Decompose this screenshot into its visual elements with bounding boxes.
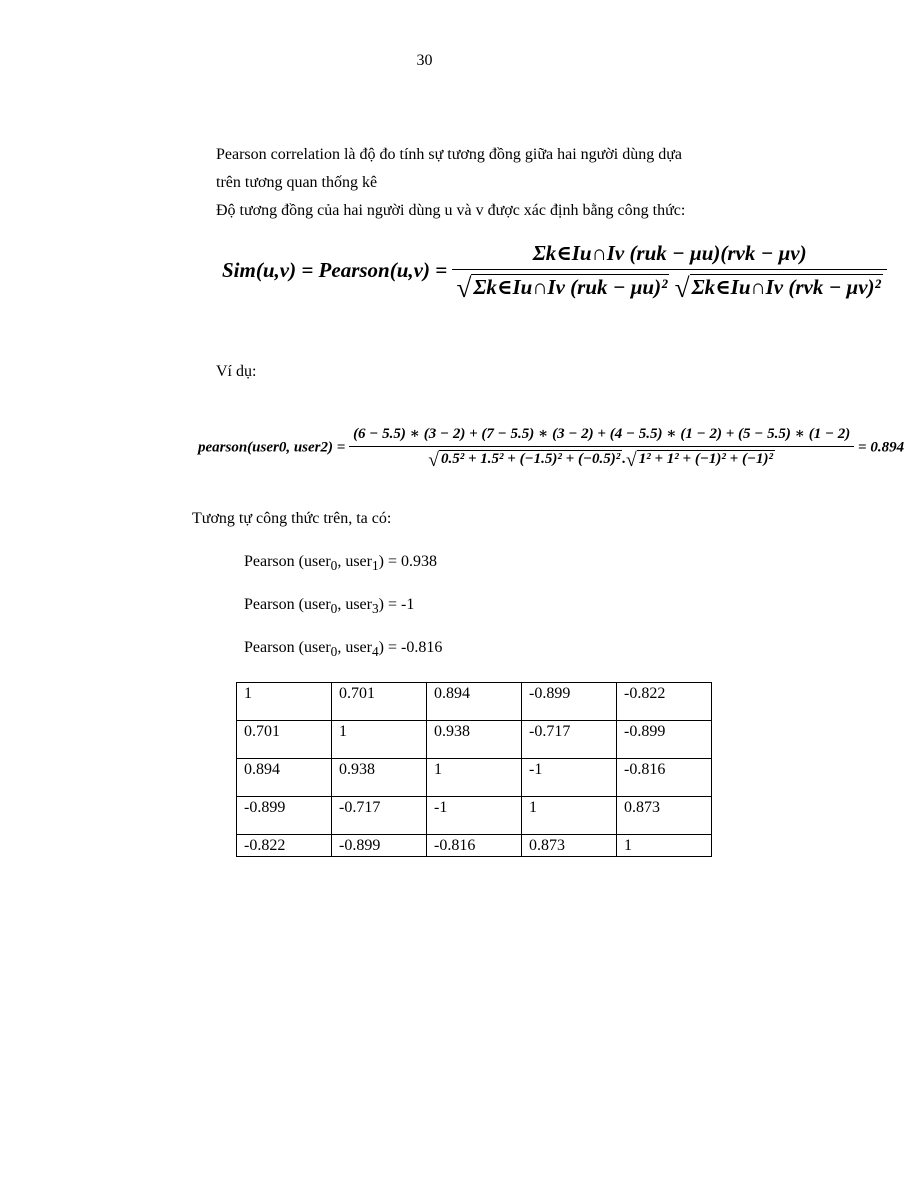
formula-numerator: Σk∈Iu∩Iv (ruk − μu)(rvk − μv) xyxy=(532,241,807,265)
example-lhs: pearson(user0, user2) = xyxy=(198,439,346,456)
table-cell: 0.701 xyxy=(237,721,332,759)
result-line: Pearson (user$_0$, user$_4$) = -0.816 xyxy=(244,639,443,660)
table-cell: 0.938 xyxy=(332,759,427,797)
table-cell: -0.899 xyxy=(332,835,427,857)
example-label: Ví dụ: xyxy=(216,363,257,380)
table-cell: 1 xyxy=(617,835,712,857)
example-formula xyxy=(198,424,904,472)
pearson-formula xyxy=(222,240,887,304)
similar-intro: Tương tự công thức trên, ta có: xyxy=(192,510,392,527)
example-denominator-left: 0.5² + 1.5² + (−1.5)² + (−0.5)² xyxy=(441,451,621,467)
table-cell: -1 xyxy=(522,759,617,797)
table-cell: 0.894 xyxy=(427,683,522,721)
table-cell: 0.894 xyxy=(237,759,332,797)
formula-denominator xyxy=(452,269,886,304)
formula-denominator-right: Σk∈Iu∩Iv (rvk − μv)² xyxy=(691,275,881,299)
formula-sqrt-left: √Σk∈Iu∩Iv (ruk − μu)² xyxy=(456,273,668,303)
table-cell: -0.822 xyxy=(617,683,712,721)
table-row xyxy=(237,759,712,797)
table-cell: 1 xyxy=(332,721,427,759)
formula-fraction xyxy=(452,240,886,304)
example-fraction xyxy=(349,424,854,472)
table-cell: 1 xyxy=(522,797,617,835)
formula-sqrt-right: √Σk∈Iu∩Iv (rvk − μv)² xyxy=(674,273,881,303)
table-row xyxy=(237,797,712,835)
table-cell: 1 xyxy=(237,683,332,721)
table-row xyxy=(237,721,712,759)
table-cell: -0.816 xyxy=(427,835,522,857)
table-cell: -0.899 xyxy=(522,683,617,721)
table-cell: -0.822 xyxy=(237,835,332,857)
formula-lhs: Sim(u,v) = Pearson(u,v) = xyxy=(222,257,448,282)
table-cell: -0.816 xyxy=(617,759,712,797)
intro-line-2: trên tương quan thống kê xyxy=(216,174,378,191)
intro-line-1: Pearson correlation là độ đo tính sự tương đồng giữa hai người dùng dựa xyxy=(216,146,682,163)
table-cell: -1 xyxy=(427,797,522,835)
table-cell: 1 xyxy=(427,759,522,797)
result-line: Pearson (user$_0$, user$_1$) = 0.938 xyxy=(244,553,437,574)
table-cell: -0.899 xyxy=(617,721,712,759)
intro-line-3: Độ tương đồng của hai người dùng u và v được xác định bằng công thức: xyxy=(216,202,686,219)
example-sqrt-left: √ 0.5² + 1.5² + (−1.5)² + (−0.5)² xyxy=(428,450,621,471)
correlation-matrix-table xyxy=(236,682,712,857)
formula-denominator-left: Σk∈Iu∩Iv (ruk − μu)² xyxy=(473,275,668,299)
example-numerator: (6 − 5.5) ∗ (3 − 2) + (7 − 5.5) ∗ (3 − 2) + (4 − 5.5) ∗ (1 − 2) + (5 − 5.5) ∗ (1 − 2) xyxy=(353,426,851,442)
table-cell: 0.873 xyxy=(617,797,712,835)
example-sqrt-right: √ 1² + 1² + (−1)² + (−1)² xyxy=(626,450,774,471)
table-cell: -0.899 xyxy=(237,797,332,835)
table-cell: 0.938 xyxy=(427,721,522,759)
example-denominator-right: 1² + 1² + (−1)² + (−1)² xyxy=(638,451,774,467)
table-row xyxy=(237,835,712,857)
table-cell: 0.873 xyxy=(522,835,617,857)
table-cell: -0.717 xyxy=(332,797,427,835)
table-cell: 0.701 xyxy=(332,683,427,721)
table-cell: -0.717 xyxy=(522,721,617,759)
page-number: 30 xyxy=(416,52,433,69)
table-row xyxy=(237,683,712,721)
example-denominator: √ 0.5² + 1.5² + (−1.5)² + (−0.5)² .√ 1² + 1² + (−1)² + (−1)² xyxy=(349,446,854,472)
example-result: = 0.894 xyxy=(858,439,904,456)
intro-paragraph xyxy=(216,141,786,225)
result-line: Pearson (user$_0$, user$_3$) = -1 xyxy=(244,596,415,617)
